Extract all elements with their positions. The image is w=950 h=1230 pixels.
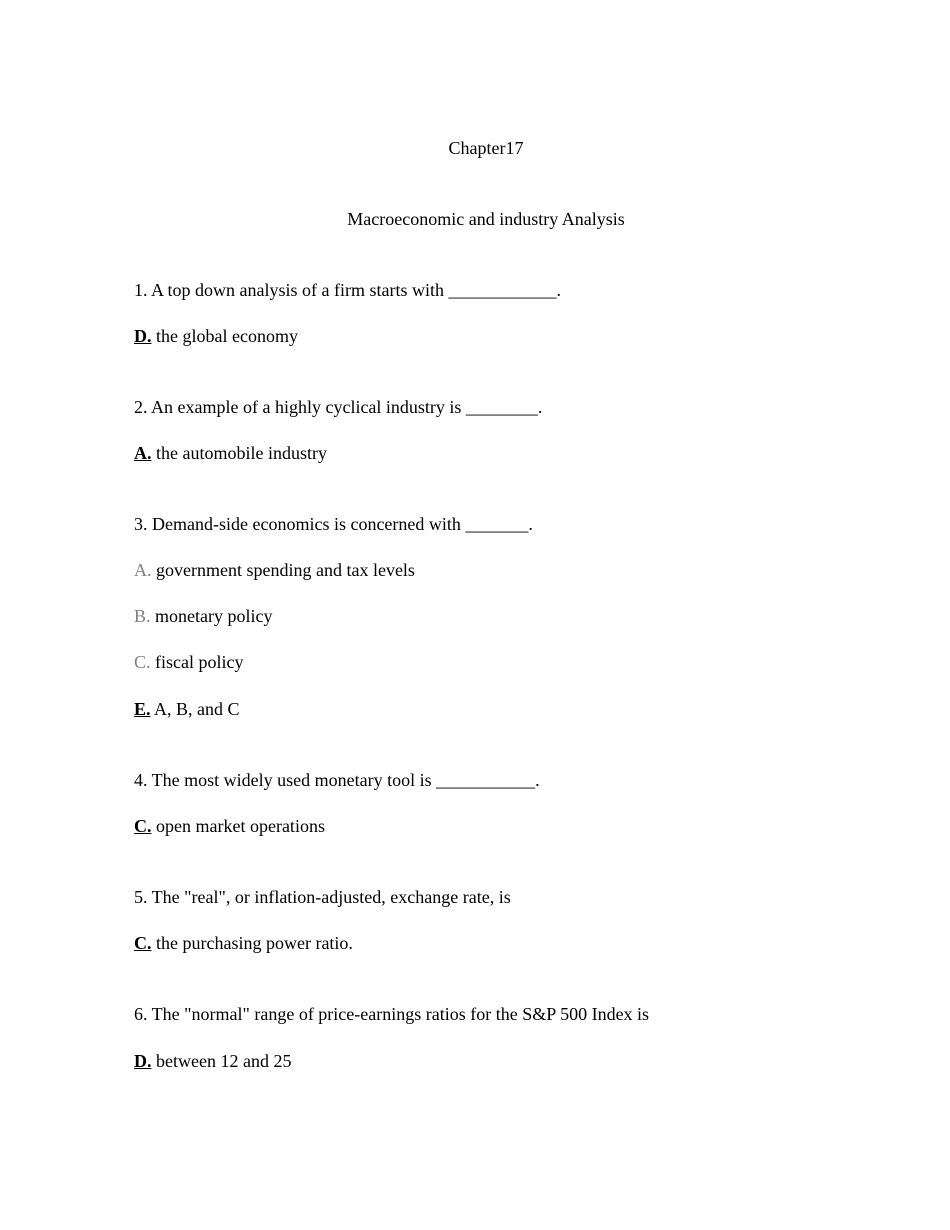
option-3c <box>134 651 244 673</box>
answer-1 <box>134 325 298 347</box>
answer-4 <box>134 815 325 837</box>
answer-text: the automobile industry <box>151 443 327 463</box>
answer-letter: C. <box>134 816 152 836</box>
answer-6 <box>134 1050 291 1072</box>
option-letter: B. <box>134 606 151 626</box>
answer-text: the global economy <box>151 326 298 346</box>
document-title: Macroeconomic and industry Analysis <box>347 209 625 229</box>
question-1: 1. A top down analysis of a firm starts with ____________. <box>134 280 561 300</box>
option-text: government spending and tax levels <box>151 560 415 580</box>
answer-5 <box>134 932 353 954</box>
question-2: 2. An example of a highly cyclical industry is ________. <box>134 397 543 417</box>
answer-letter: C. <box>134 933 152 953</box>
answer-letter: E. <box>134 699 151 719</box>
answer-text: the purchasing power ratio. <box>151 933 353 953</box>
option-3b <box>134 605 272 627</box>
question-3: 3. Demand-side economics is concerned with _______. <box>134 514 533 534</box>
option-3a <box>134 559 415 581</box>
answer-text: between 12 and 25 <box>151 1051 292 1071</box>
chapter-heading: Chapter17 <box>448 138 524 158</box>
answer-letter: D. <box>134 326 152 346</box>
question-6: 6. The "normal" range of price-earnings ratios for the S&P 500 Index is <box>134 1004 650 1024</box>
question-5: 5. The "real", or inflation-adjusted, exchange rate, is <box>134 887 511 907</box>
option-text: monetary policy <box>150 606 273 626</box>
question-4: 4. The most widely used monetary tool is ___________. <box>134 770 540 790</box>
answer-2 <box>134 442 327 464</box>
option-letter: C. <box>134 652 151 672</box>
answer-letter: D. <box>134 1051 152 1071</box>
option-letter: A. <box>134 560 152 580</box>
answer-text: open market operations <box>151 816 325 836</box>
answer-3 <box>134 698 240 720</box>
option-text: fiscal policy <box>150 652 244 672</box>
answer-letter: A. <box>134 443 152 463</box>
answer-text: A, B, and C <box>150 699 240 719</box>
